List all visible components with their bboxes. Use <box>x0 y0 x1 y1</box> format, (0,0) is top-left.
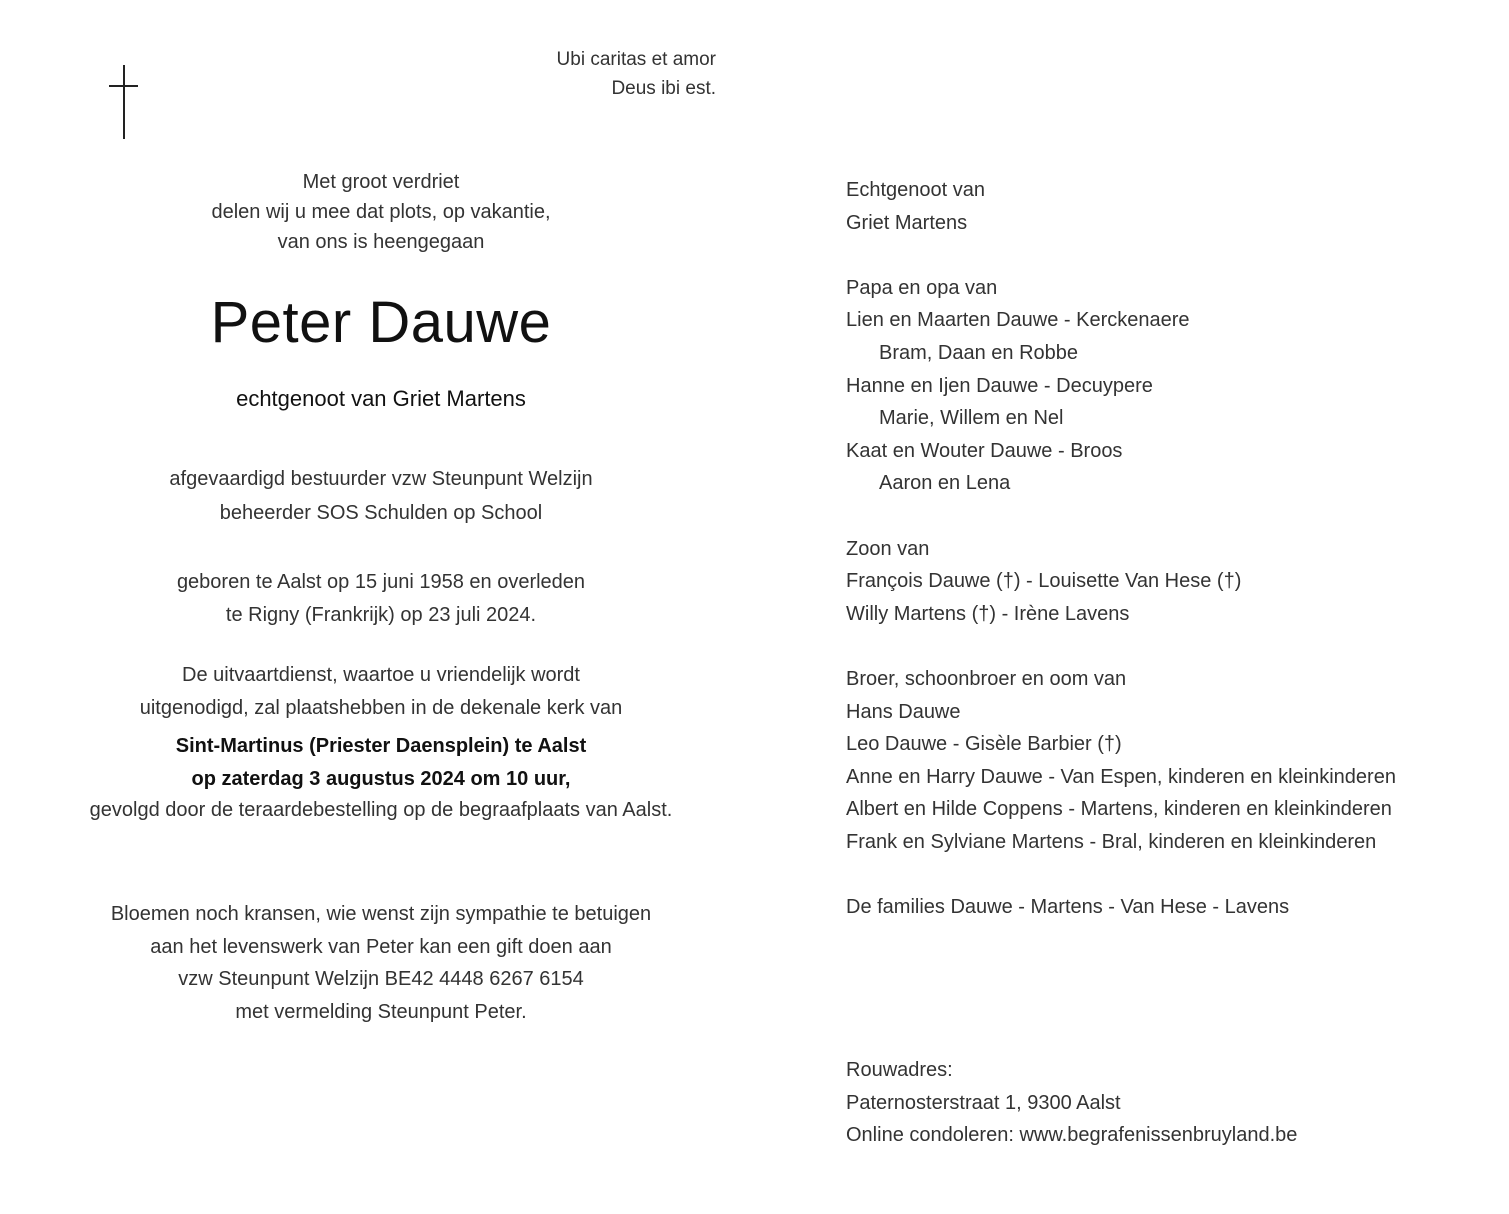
family-member: Frank en Sylviane Martens - Bral, kinderen en kleinkinderen <box>846 830 1377 853</box>
spacer <box>846 630 1486 663</box>
family-heading: Echtgenoot van <box>846 179 985 201</box>
family-member: Lien en Maarten Dauwe - Kerckenaere <box>846 309 1190 332</box>
family-heading: Zoon van <box>846 537 930 560</box>
intro-line: delen wij u mee dat plots, op vakantie, <box>211 201 551 223</box>
grandchildren: Marie, Willem en Nel <box>879 407 1064 430</box>
service-line: uitgenodigd, zal plaatshebben in de dekenale kerk van <box>139 697 623 719</box>
cross-icon <box>109 65 138 139</box>
family-member: Willy Martens (†) - Irène Lavens <box>846 602 1130 625</box>
motto-line: Deus ibi est. <box>611 78 716 99</box>
motto <box>557 45 716 103</box>
family-member: François Dauwe (†) - Louisette Van Hese (†) <box>846 570 1242 593</box>
birth-line: te Rigny (Frankrijk) op 23 juli 2024. <box>225 604 537 626</box>
flowers-line: Bloemen noch kransen, wie wenst zijn sympathie te betuigen <box>110 903 652 925</box>
family-heading: Papa en opa van <box>846 276 998 299</box>
role-line: afgevaardigd bestuurder vzw Steunpunt Welzijn <box>169 468 593 490</box>
bank-account-line: vzw Steunpunt Welzijn BE42 4448 6267 6154 <box>178 968 584 990</box>
flowers-line: aan het levenswerk van Peter kan een gift doen aan <box>150 935 612 958</box>
service-line: De uitvaartdienst, waartoe u vriendelijk wordt <box>182 664 580 686</box>
spouse-line: echtgenoot van Griet Martens <box>236 386 526 411</box>
role-line: beheerder SOS Schulden op School <box>219 502 543 524</box>
intro-line: Met groot verdriet <box>302 171 460 193</box>
cross-vertical-bar <box>123 65 125 139</box>
families-line: De families Dauwe - Martens - Van Hese - Lavens <box>846 896 1290 919</box>
family-member: Kaat en Wouter Dauwe - Broos <box>846 439 1123 462</box>
flowers-line: met vermelding Steunpunt Peter. <box>235 1000 527 1023</box>
flowers-notice <box>60 898 702 1028</box>
family-member: Albert en Hilde Coppens - Martens, kinderen en kleinkinderen <box>846 798 1392 821</box>
family-member: Griet Martens <box>846 211 968 234</box>
intro-line: van ons is heengegaan <box>277 231 485 253</box>
cross-horizontal-bar <box>109 85 138 87</box>
address-street: Paternosterstraat 1, 9300 Aalst <box>846 1091 1121 1114</box>
spacer <box>846 239 1486 272</box>
deceased-name: Peter Dauwe <box>210 290 552 355</box>
online-condolence-line: Online condoleren: www.begrafenissenbruyland.be <box>846 1124 1298 1147</box>
birth-death-text <box>60 566 702 632</box>
family-member: Hanne en Ijen Dauwe - Decuypere <box>846 374 1153 397</box>
family-heading: Broer, schoonbroer en oom van <box>846 667 1127 690</box>
spacer <box>846 858 1486 891</box>
grandchildren: Bram, Daan en Robbe <box>879 341 1079 364</box>
spacer <box>846 500 1486 533</box>
family-member: Hans Dauwe <box>846 700 961 723</box>
intro-text <box>60 167 702 257</box>
service-location: Sint-Martinus (Priester Daensplein) te Aalst <box>175 735 587 757</box>
family-member: Anne en Harry Dauwe - Van Espen, kinderen en kleinkinderen <box>846 765 1396 788</box>
service-line: gevolgd door de teraardebestelling op de begraafplaats van Aalst. <box>89 799 673 821</box>
mourning-address <box>846 1054 1486 1152</box>
address-heading: Rouwadres: <box>846 1059 953 1081</box>
roles-text <box>60 462 702 530</box>
funeral-service-text <box>60 659 702 824</box>
service-datetime: op zaterdag 3 augustus 2024 om 10 uur, <box>191 768 571 790</box>
birth-line: geboren te Aalst op 15 juni 1958 en overleden <box>176 571 586 593</box>
family-member: Leo Dauwe - Gisèle Barbier (†) <box>846 733 1122 756</box>
grandchildren: Aaron en Lena <box>879 472 1011 495</box>
family-list <box>846 174 1486 924</box>
motto-line: Ubi caritas et amor <box>556 49 716 70</box>
